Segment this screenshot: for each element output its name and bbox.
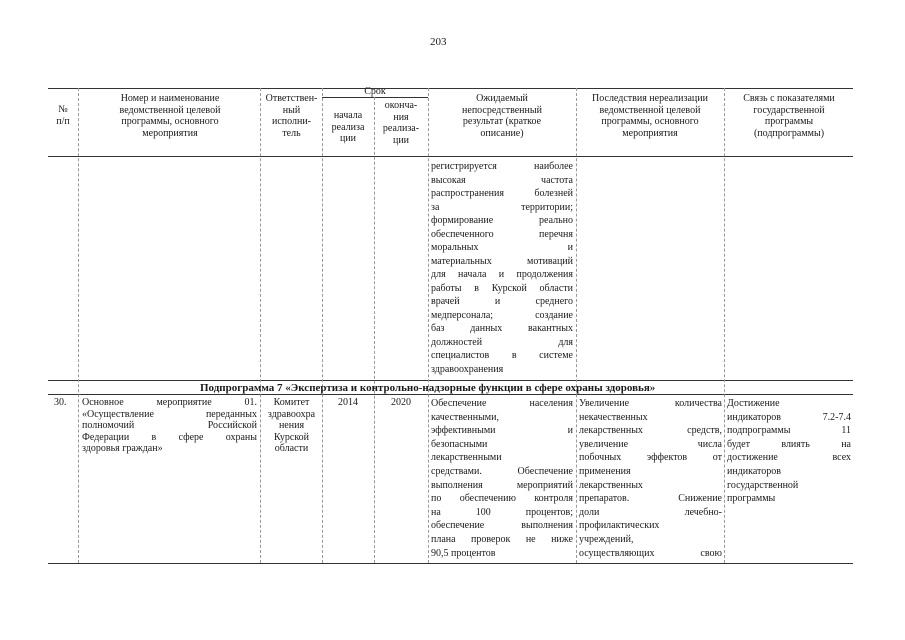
- subprogram-bottom-border: [48, 394, 853, 395]
- col-sep-6: [576, 88, 577, 563]
- col-sep-7: [724, 88, 725, 563]
- subprogram-title: Подпрограмма 7 «Экспертиза и контрольно-надзорные функции в сфере охраны здоровья»: [200, 382, 656, 394]
- col-sep-2: [260, 88, 261, 563]
- table-bottom-border: [48, 563, 853, 564]
- row30-start: 2014: [338, 397, 358, 408]
- header-end: оконча- ния реализа- ции: [382, 100, 420, 146]
- header-consequences: Последствия нереализации ведомственной целевой программы, основного мероприятия: [592, 93, 708, 139]
- row30-link: Достижение индикаторов 7.2-7.4 подпрограммы 11 будет влиять на достижение всех индикаторов государственной программы: [727, 398, 851, 505]
- row30-end: 2020: [391, 397, 411, 408]
- header-responsible: Ответствен- ный исполни- тель: [265, 93, 318, 139]
- header-bottom-border: [48, 156, 853, 157]
- row30-num: 30.: [54, 397, 67, 408]
- continued-result-text: регистрируется наиболее высокая частота распространения болезней за территории; формирование реально обеспеченного перечня моральных и материальных мотиваций для начала и продолжения работы в Курской области врачей и среднего медперсонала; создание баз данных вакантных должностей для специалистов в системе здравоохранения: [431, 161, 573, 375]
- table-top-border: [48, 88, 853, 89]
- header-num: № п/п: [56, 104, 70, 127]
- subprogram-top-border: [48, 380, 853, 381]
- page-number: 203: [430, 36, 447, 48]
- header-name: Номер и наименование ведомственной целевой программы, основного мероприятия: [119, 93, 221, 139]
- header-result: Ожидаемый непосредственный результат (краткое описание): [462, 93, 542, 139]
- header-link: Связь с показателями государственной программы (подпрограммы): [743, 93, 835, 139]
- row30-consequences: Увеличение количества некачественных лекарственных средств, увеличение числа побочных эффектов от применения лекарственных препаратов. Снижение доли лечебно- профилактических учреждений, осуществляющих свою: [579, 398, 722, 559]
- col-sep-1: [78, 88, 79, 563]
- col-sep-4: [374, 97, 375, 563]
- header-start: начала реализа ции: [331, 110, 365, 145]
- col-sep-5: [428, 88, 429, 563]
- col-sep-3: [322, 88, 323, 563]
- header-term: Срок: [364, 86, 386, 97]
- row30-result: Обеспечение населения качественными, эффективными и безопасными лекарственными средствами. Обеспечение выполнения мероприятий по обеспечению контроля на 100 процентов; обеспечение выполнения плана проверок не ниже 90,5 процентов: [431, 398, 573, 559]
- row30-name: Основное мероприятие 01. «Осуществление переданных полномочий Российской Федерации в сфере охраны здоровья граждан»: [82, 397, 257, 455]
- row30-responsible: Комитет здравоохра нения Курской области: [267, 397, 316, 455]
